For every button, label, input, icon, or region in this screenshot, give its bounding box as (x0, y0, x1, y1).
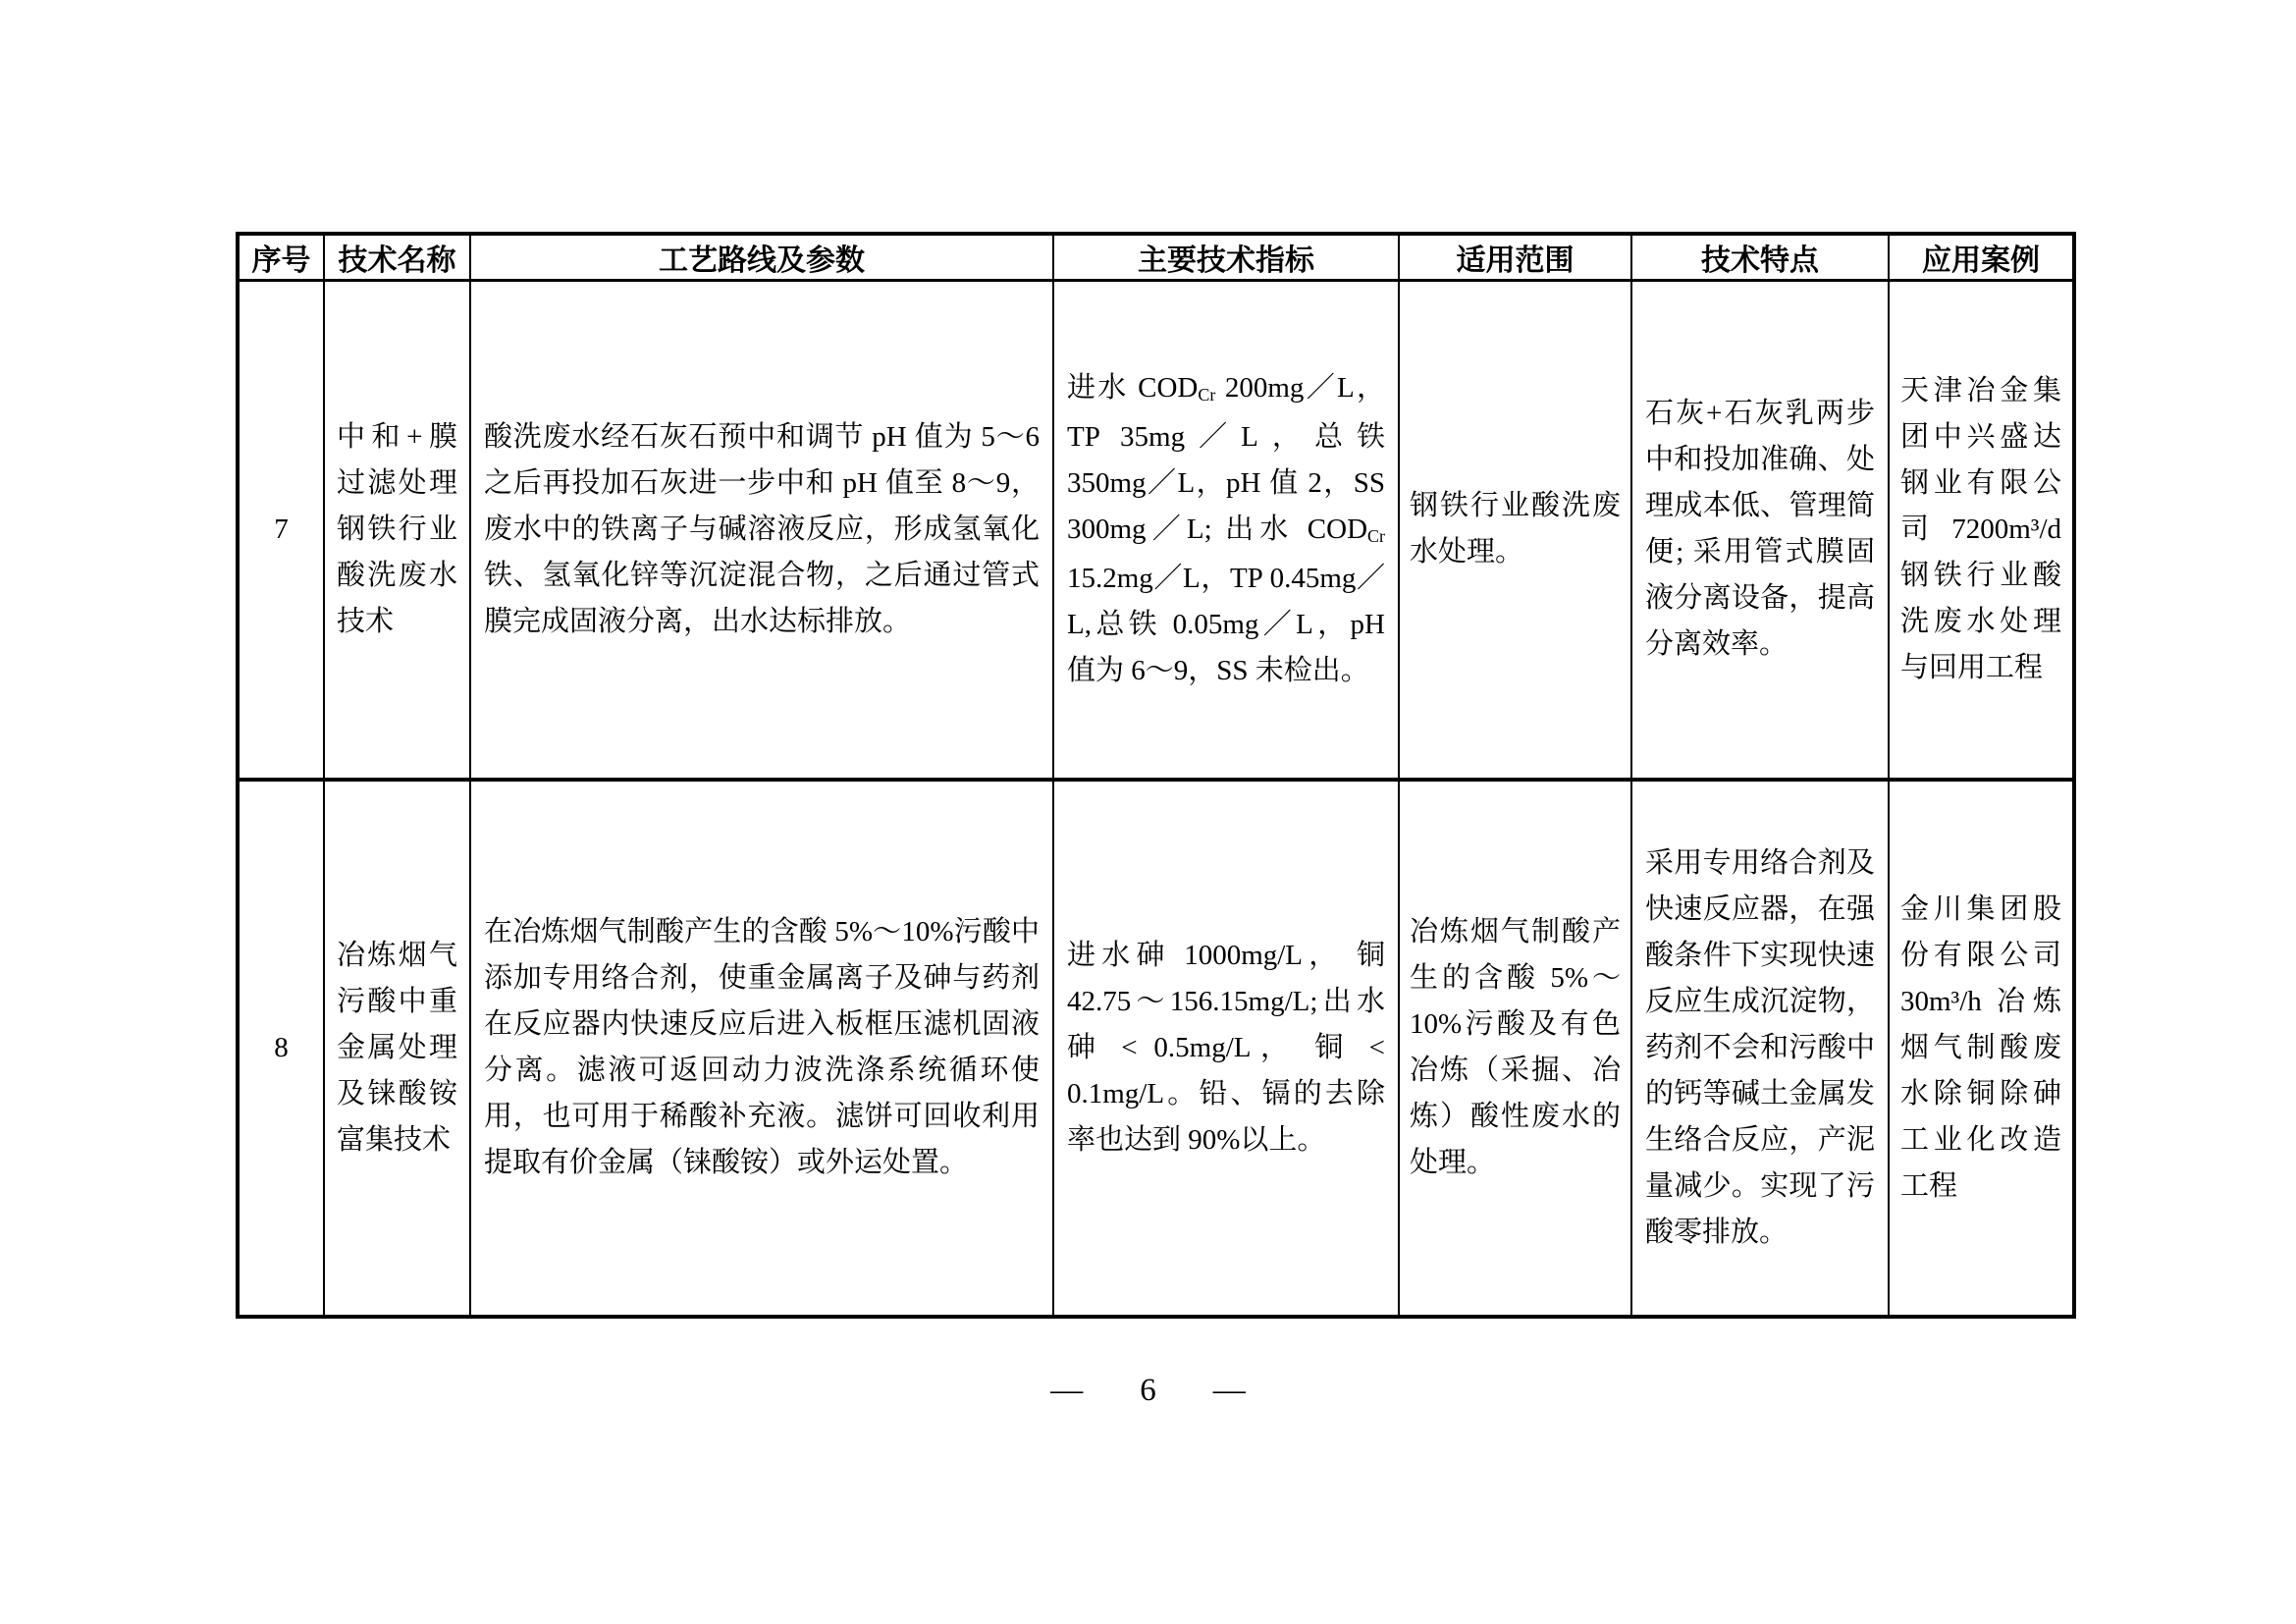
cell-serial-number: 7 (238, 281, 324, 780)
cell-application-case: 金川集团股份有限公司 30m³/h 冶炼烟气制酸废水除铜除砷工业化改造工程 (1889, 780, 2074, 1317)
header-technology-name: 技术名称 (324, 234, 470, 281)
header-applicable-scope: 适用范围 (1399, 234, 1631, 281)
cell-technical-features: 采用专用络合剂及快速反应器，在强酸条件下实现快速反应生成沉淀物，药剂不会和污酸中的钙等碱土金属发生络合反应，产泥量减少。实现了污酸零排放。 (1631, 780, 1889, 1317)
indicator-text: 15.2mg／L，TP 0.45mg／L,总铁 0.05mg／L，pH 值为 6～9，SS 未检出。 (1067, 562, 1385, 686)
technology-table (236, 232, 2076, 1319)
header-application-cases: 应用案例 (1889, 234, 2074, 281)
cell-technology-name: 冶炼烟气污酸中重金属处理及铼酸铵富集技术 (324, 780, 470, 1317)
cell-application-case: 天津冶金集团中兴盛达钢业有限公司 7200m³/d 钢铁行业酸洗废水处理与回用工程 (1889, 281, 2074, 780)
cod-subscript: Cr (1198, 385, 1216, 406)
cell-technical-features: 石灰+石灰乳两步中和投加准确、处理成本低、管理简便; 采用管式膜固液分离设备，提高分离效率。 (1631, 281, 1889, 780)
cell-technology-name: 中和+膜过滤处理钢铁行业酸洗废水技术 (324, 281, 470, 780)
cell-applicable-scope: 钢铁行业酸洗废水处理。 (1399, 281, 1631, 780)
cell-applicable-scope: 冶炼烟气制酸产生的含酸 5%～10%污酸及有色冶炼（采掘、冶炼）酸性废水的处理。 (1399, 780, 1631, 1317)
table-header-row (238, 234, 2074, 281)
header-technical-indicators: 主要技术指标 (1053, 234, 1399, 281)
cod-subscript: Cr (1367, 526, 1385, 547)
cell-technical-indicators (1053, 281, 1399, 780)
cell-serial-number: 8 (238, 780, 324, 1317)
footer-right-dash: — (1212, 1373, 1246, 1408)
cell-technical-indicators: 进水砷 1000mg/L， 铜 42.75～156.15mg/L;出水砷 < 0.5mg/L， 铜 < 0.1mg/L。铅、镉的去除率也达到 90%以上。 (1053, 780, 1399, 1317)
cell-process-route: 酸洗废水经石灰石预中和调节 pH 值为 5～6 之后再投加石灰进一步中和 pH 值至 8～9，废水中的铁离子与碱溶液反应，形成氢氧化铁、氢氧化锌等沉淀混合物，之后通过管式膜完成固液分离，出水达标排放。 (470, 281, 1053, 780)
page-number: 6 (1140, 1373, 1156, 1408)
footer-left-dash: — (1050, 1373, 1084, 1408)
page-footer (0, 1373, 2296, 1409)
indicator-text: 200mg／L，TP 35mg／L，总铁 350mg／L，pH 值 2，SS 300mg／L; 出水 COD (1067, 371, 1385, 545)
cell-process-route: 在冶炼烟气制酸产生的含酸 5%～10%污酸中添加专用络合剂，使重金属离子及砷与药剂在反应器内快速反应后进入板框压滤机固液分离。滤液可返回动力波洗涤系统循环使用，也可用于稀酸补充液。滤饼可回收利用提取有价金属（铼酸铵）或外运处置。 (470, 780, 1053, 1317)
header-serial-number: 序号 (238, 234, 324, 281)
header-technical-features: 技术特点 (1631, 234, 1889, 281)
table-row (238, 281, 2074, 780)
indicator-text: 进水 COD (1067, 371, 1199, 404)
table-row (238, 780, 2074, 1317)
header-process-route: 工艺路线及参数 (470, 234, 1053, 281)
